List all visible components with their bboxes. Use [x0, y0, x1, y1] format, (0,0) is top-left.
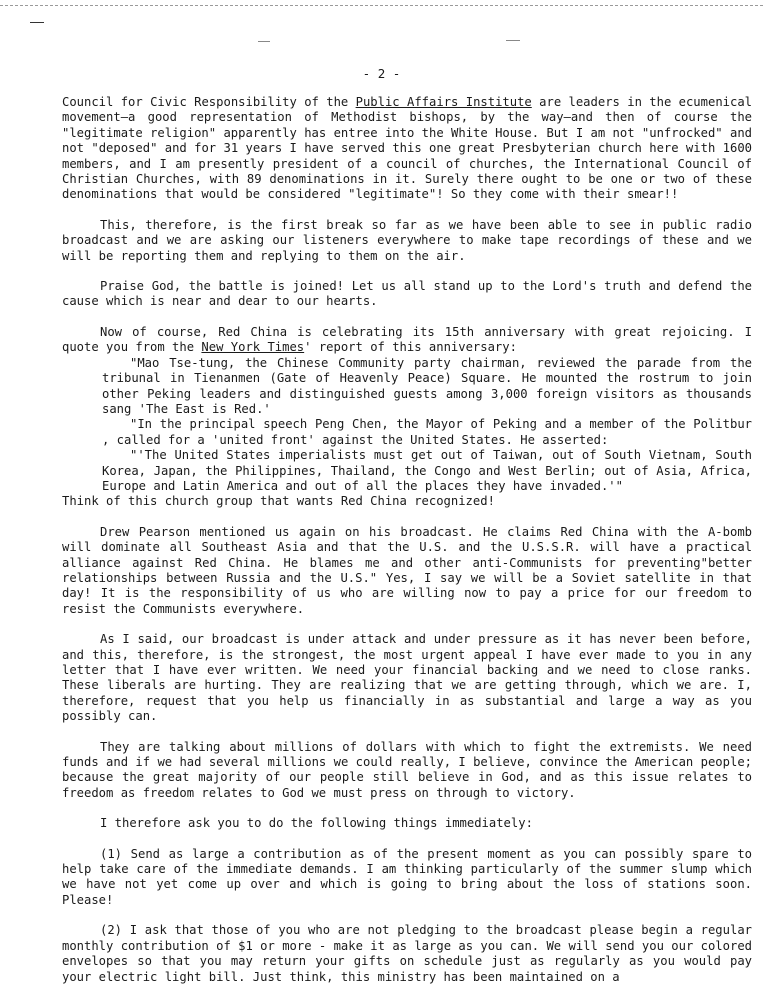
quotation: "'The United States imperialists must get out of Taiwan, out of South Vietnam, South Korea, Japan, the Philippines, Thailand, the Congo and West Berlin; out of Asia, Africa, Europe and Latin America and out of all the places they have invaded.'" [102, 448, 752, 493]
paragraph: Drew Pearson mentioned us again on his broadcast. He claims Red China with the A-bomb will dominate all Southeast Asia and that the U.S. and the U.S.S.R. will have a practical alliance against Red China. He blames me and other anti-Communists for preventing"better relationships between Russia and the U.S." Yes, I say we will be a Soviet satellite in that day! It is the responsibility of us who are willing now to pay a price for our freedom to resist the Communists everywhere. [62, 524, 752, 616]
scan-mark [258, 41, 270, 42]
paragraph [62, 325, 752, 356]
paragraph: Praise God, the battle is joined! Let us all stand up to the Lord's truth and defend the cause which is near and dear to our hearts. [62, 279, 752, 309]
list-item: (2) I ask that those of you who are not pledging to the broadcast please begin a regular monthly contribution of $1 or more - make it as large as you can. We will send you our colored envelopes so that you may return your gifts on schedule just as regularly as you would pay your electric light bill. Just think, this ministry has been maintained on a [62, 923, 752, 984]
paragraph: This, therefore, is the first break so far as we have been able to see in public radio broadcast and we are asking our listeners everywhere to make tape recordings of these and we will be reporting them and replying to them on the air. [62, 217, 752, 263]
paragraph: I therefore ask you to do the following things immediately: [100, 816, 533, 831]
paragraph: Think of this church group that wants Red China recognized! [62, 494, 495, 509]
scan-mark [506, 40, 520, 41]
page-top-edge [0, 5, 763, 6]
letter-body [62, 95, 752, 1000]
text: ' report of this anniversary: [304, 340, 517, 355]
scan-mark [30, 22, 44, 23]
list-item: (1) Send as large a contribution as of the present moment as you can possibly spare to help take care of the immediate demands. I am thinking particularly of the summer slump which we have not yet come up over and which is going to bring about the loss of stations soon. Please! [62, 846, 752, 907]
quotation: "Mao Tse-tung, the Chinese Community party chairman, reviewed the parade from the tribunal in Tienanmen (Gate of Heavenly Peace) Square. He mounted the rostrum to join other Peking leaders and distinguished guests among 3,000 foreign visitors as thousands sang 'The East is Red.' [102, 355, 752, 416]
organization-name: Public Affairs Institute [355, 95, 532, 109]
text: are leaders in the ecumenical movement—a good representation of Methodist bishops, by the way—and then of course the "legitimate religion" apparently has entree into the White House. But I am not "unfrocked" and not "deposed" and for 31 years I have served this one great Presbyterian church here with 1600 members, and I am presently president of a council of churches, the International Council of Christian Churches, with 89 denominations in it. Surely there ought to be one or two of these denominations that would be considered "legitimate"! So they come with their smear!! [62, 95, 753, 202]
paragraph: They are talking about millions of dollars with which to fight the extremists. We need funds and if we had several millions we could really, I believe, convince the American people; because the great majority of our people still believe in God, and as this issue relates to freedom as freedom relates to God we must press on through to victory. [62, 739, 752, 800]
text: Now of course, Red China is celebrating its 15th anniversary with great rejoicing. I quote you from the [62, 324, 752, 355]
text: Council for Civic Responsibility of the [62, 95, 356, 109]
paragraph: As I said, our broadcast is under attack and under pressure as it has never been before, and this, therefore, is the strongest, the most urgent appeal I have ever made to you in any letter that I have ever written. We need your financial backing and we need to close ranks. These liberals are hurting. They are realizing that we are getting through, which we are. I, therefore, request that you help us financially in as substantial and large a way as you possibly can. [62, 632, 752, 724]
newspaper-title: New York Times [201, 340, 305, 355]
page-number: - 2 - [362, 66, 401, 81]
paragraph [62, 95, 752, 203]
quotation: "In the principal speech Peng Chen, the Mayor of Peking and a member of the Politbur , called for a 'united front' against the United States. He asserted: [102, 417, 752, 447]
